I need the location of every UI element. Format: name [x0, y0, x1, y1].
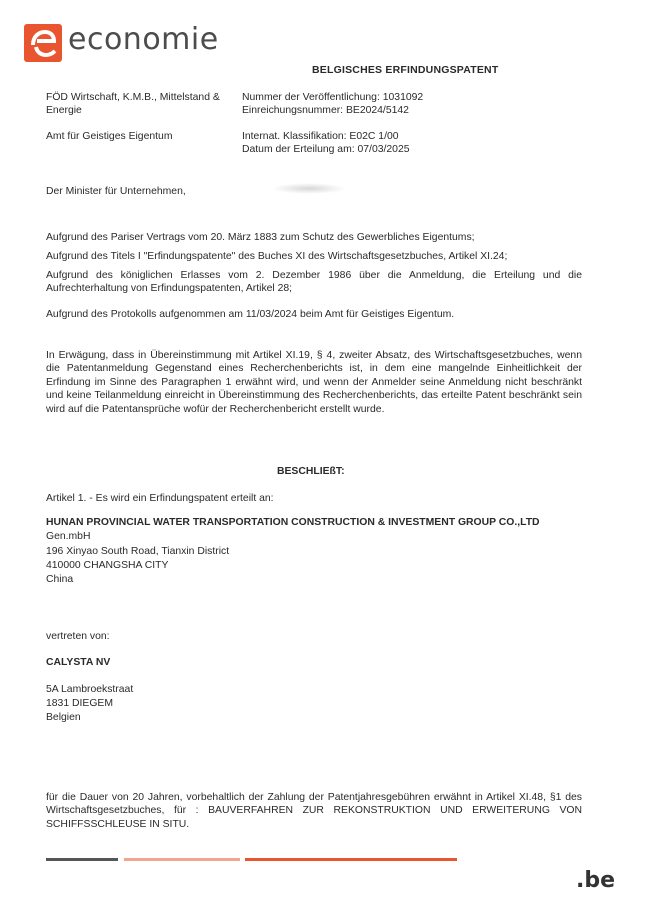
authority-line1: FÖD Wirtschaft, K.M.B., Mittelstand &: [46, 92, 220, 103]
consideration-paragraph: In Erwägung, dass in Übereinstimmung mit Artikel XI.19, § 4, zweiter Absatz, des Wirtschaftsgesetzbuches, wenn die Patentanmeldung Gegenstand eines Recherchenberichts ist, in dem eine mangelnde Einheitlichkeit der Erfindung im Sinne des Paragraphen 1 erwähnt wird, und wenn der Anmelder seine Anmeldung nicht beschränkt und keine Teilanmeldung einreicht in Übereinstimmung des Recherchenberichts, das erteilte Patent beschränkt sein wird auf die Patentansprüche wofür der Recherchenbericht erstellt wurde.: [46, 350, 582, 415]
duration-paragraph: für die Dauer von 20 Jahren, vorbehaltlich der Zahlung der Patentjahresgebühren erwähnt in Artikel XI.48, §1 des Wirtschaftsgesetzbuches, für : BAUVERFAHREN ZUR REKONSTRUKTION UND ERWEITERUNG VON SCHIFFSSCHLEUSE IN SITU.: [46, 792, 582, 830]
footer-rule-accent: [245, 858, 457, 861]
decides-heading: BESCHLIEßT:: [277, 466, 345, 477]
document-title: BELGISCHES ERFINDUNGSPATENT: [312, 64, 499, 76]
applicant-city: 410000 CHANGSHA CITY: [46, 560, 169, 571]
footer-rule-light: [124, 858, 240, 861]
ground-3: Aufgrund des königlichen Erlasses vom 2. Dezember 1986 über die Anmeldung, die Erteilung und die Aufrechterhaltung von Erfindungspatenten, Artikel 28;: [46, 270, 582, 295]
authority-line2: Energie: [46, 105, 82, 116]
applicant-name: HUNAN PROVINCIAL WATER TRANSPORTATION CONSTRUCTION & INVESTMENT GROUP CO.,LTD: [46, 517, 540, 528]
applicant-country: China: [46, 574, 74, 585]
ground-1: Aufgrund des Pariser Vertrags vom 20. März 1883 zum Schutz des Gewerbliches Eigentums;: [46, 232, 475, 243]
applicant-line2: Gen.mbH: [46, 531, 91, 542]
ground-4: Aufgrund des Protokolls aufgenommen am 11/03/2024 beim Amt für Geistiges Eigentum.: [46, 309, 455, 320]
ground-2: Aufgrund des Titels I "Erfindungspatente" des Buches XI des Wirtschaftsgesetzbuches, Artikel XI.24;: [46, 251, 508, 262]
representative-city: 1831 DIEGEM: [46, 698, 113, 709]
signature-smudge: [272, 183, 346, 194]
grant-date: Datum der Erteilung am: 07/03/2025: [242, 144, 410, 155]
minister-line: Der Minister für Unternehmen,: [46, 186, 186, 197]
classification: Internat. Klassifikation: E02C 1/00: [242, 131, 399, 142]
footer-rule-dark: [46, 858, 118, 861]
be-mark: .be: [576, 868, 616, 893]
representative-country: Belgien: [46, 712, 81, 723]
publication-number: Nummer der Veröffentlichung: 1031092: [242, 92, 424, 103]
represented-by: vertreten von:: [46, 631, 110, 642]
representative-street: 5A Lambroekstraat: [46, 684, 134, 695]
applicant-street: 196 Xinyao South Road, Tianxin District: [46, 546, 230, 557]
filing-number: Einreichungsnummer: BE2024/5142: [242, 105, 409, 116]
brand-e-icon: [24, 24, 62, 62]
logo-text: economie: [68, 22, 219, 57]
article-1: Artikel 1. - Es wird ein Erfindungspatent erteilt an:: [46, 493, 274, 504]
office-name: Amt für Geistiges Eigentum: [46, 131, 173, 142]
representative-name: CALYSTA NV: [46, 657, 111, 668]
